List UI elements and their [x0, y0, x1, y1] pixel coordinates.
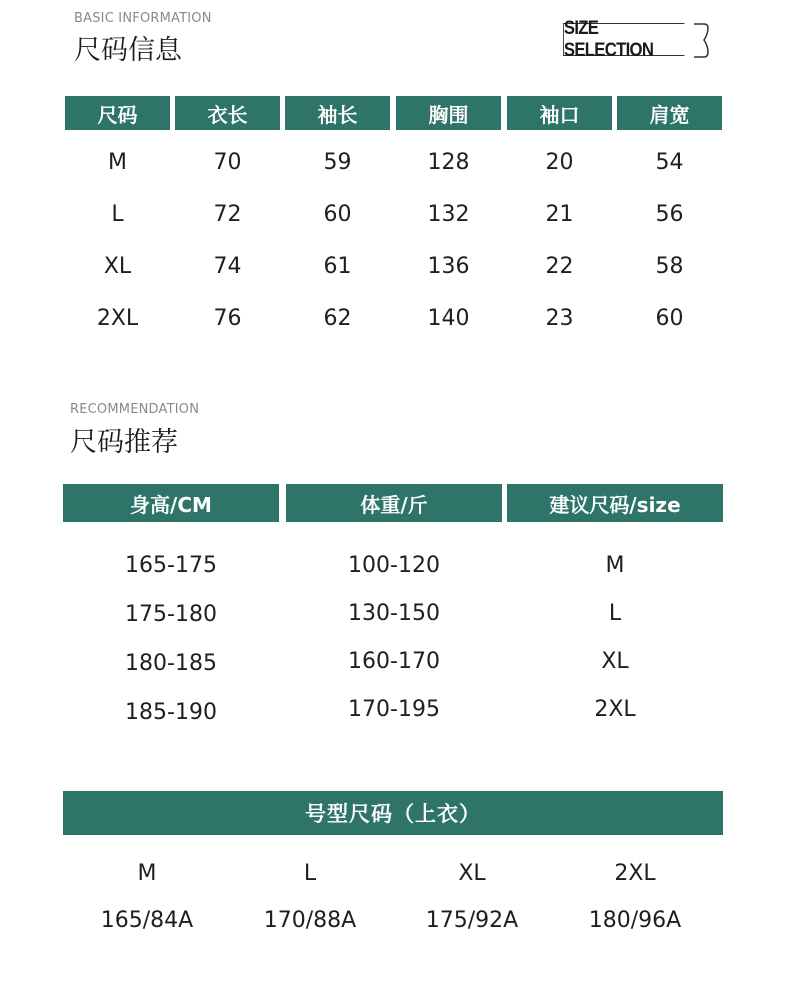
table-cell: 140	[427, 305, 470, 331]
table-cell: 56	[655, 201, 684, 227]
model-size-banner: 号型尺码（上衣）	[63, 791, 723, 835]
table-cell: 23	[545, 305, 574, 331]
table-cell: 180-185	[125, 650, 217, 676]
table-cell: 132	[427, 201, 470, 227]
table-cell: 59	[323, 149, 352, 175]
table-cell: 170-195	[348, 696, 440, 722]
table-cell: 22	[545, 253, 574, 279]
badge-tail-icon	[694, 23, 712, 58]
table-cell: 130-150	[348, 600, 440, 626]
table-cell: 60	[323, 201, 352, 227]
table-cell: L	[111, 201, 124, 227]
recommendation-eyebrow: RECOMMENDATION	[70, 402, 200, 417]
basic-header-cuff: 袖口	[507, 96, 612, 130]
table-cell: 60	[655, 305, 684, 331]
table-cell: 2XL	[96, 305, 139, 331]
table-cell: L	[608, 600, 622, 626]
table-cell: 175-180	[125, 601, 217, 627]
table-cell: 2XL	[594, 696, 636, 722]
model-size-code: 175/92A	[425, 907, 519, 933]
model-size-code: 180/96A	[588, 907, 682, 933]
table-cell: XL	[601, 648, 629, 674]
table-cell: 62	[323, 305, 352, 331]
size-selection-badge: SIZE SELECTION	[563, 23, 684, 56]
basic-header-chest: 胸围	[396, 96, 501, 130]
rec-header-size: 建议尺码/size	[507, 484, 723, 522]
table-cell: 136	[427, 253, 470, 279]
basic-eyebrow: BASIC INFORMATION	[74, 11, 212, 26]
table-cell: 185-190	[125, 699, 217, 725]
recommendation-title: 尺码推荐	[70, 427, 178, 458]
table-cell: 21	[545, 201, 574, 227]
table-cell: 54	[655, 149, 684, 175]
basic-header-shoulder: 肩宽	[617, 96, 722, 130]
rec-header-weight: 体重/斤	[286, 484, 502, 522]
table-cell: 70	[213, 149, 242, 175]
rec-header-height: 身高/CM	[63, 484, 279, 522]
table-cell: 74	[213, 253, 242, 279]
table-cell: M	[108, 149, 127, 175]
table-cell: 72	[213, 201, 242, 227]
model-size-label: 2XL	[614, 860, 656, 886]
basic-title: 尺码信息	[74, 35, 182, 66]
table-cell: 20	[545, 149, 574, 175]
table-cell: 165-175	[125, 552, 217, 578]
model-size-label: XL	[458, 860, 486, 886]
model-size-label: M	[137, 860, 157, 886]
model-size-code: 170/88A	[263, 907, 357, 933]
table-cell: 160-170	[348, 648, 440, 674]
table-cell: M	[605, 552, 625, 578]
basic-header-sleeve: 袖长	[285, 96, 390, 130]
basic-header-length: 衣长	[175, 96, 280, 130]
table-cell: 100-120	[348, 552, 440, 578]
model-size-code: 165/84A	[100, 907, 194, 933]
basic-header-size: 尺码	[65, 96, 170, 130]
table-cell: 128	[427, 149, 470, 175]
table-cell: 76	[213, 305, 242, 331]
table-cell: 58	[655, 253, 684, 279]
table-cell: XL	[103, 253, 132, 279]
model-size-label: L	[303, 860, 317, 886]
table-cell: 61	[323, 253, 352, 279]
